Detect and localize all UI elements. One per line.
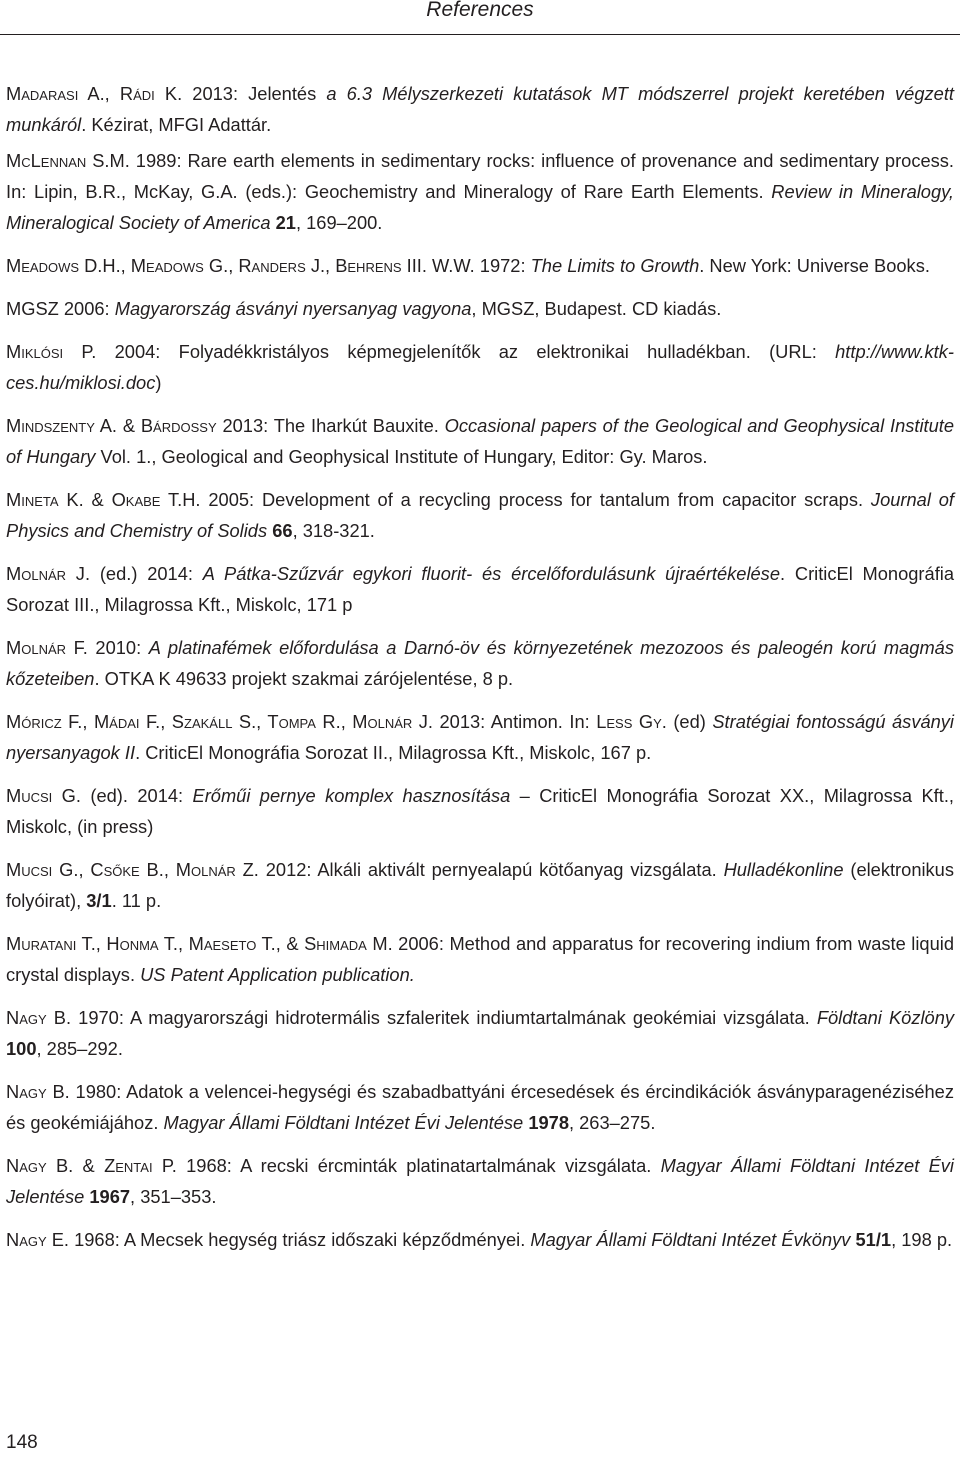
reference-entry bbox=[6, 484, 954, 546]
reference-text: , 318-321. bbox=[292, 520, 375, 541]
reference-authors: Less Gy. bbox=[596, 711, 667, 732]
reference-text: (ed.) 2014: bbox=[90, 563, 203, 584]
reference-text: (ed) bbox=[666, 711, 713, 732]
reference-volume: 100 bbox=[6, 1038, 37, 1059]
reference-volume: 3/1 bbox=[86, 890, 112, 911]
reference-title-italic: The Limits to Growth bbox=[530, 255, 700, 276]
reference-entry bbox=[6, 1002, 954, 1064]
reference-text: . Kézirat, MFGI Adattár. bbox=[81, 114, 272, 135]
reference-entry bbox=[6, 250, 954, 281]
reference-text: 1989: Rare earth elements in sedimentary rocks: influence of provenance and sedimentary process. In: Lipin, B.R., McKay, G.A. (eds.): Geochemistry and Mineralogy of Rare Earth Elements. bbox=[6, 150, 955, 202]
reference-text: , 351–353. bbox=[130, 1186, 217, 1207]
reference-text: ) bbox=[155, 372, 162, 393]
reference-authors: Molnár F. bbox=[6, 637, 88, 658]
reference-title-italic: Review in Mineralogy, Mineralogical Society of America bbox=[6, 181, 954, 233]
reference-title-italic: Földtani Közlöny bbox=[816, 1007, 955, 1028]
reference-authors: Mindszenty A. & Bárdossy bbox=[6, 415, 217, 436]
reference-text: 1972: bbox=[474, 255, 531, 276]
reference-text: – CriticEl Monográfia Sorozat XX., Milagrossa Kft., Miskolc, (in press) bbox=[6, 785, 954, 837]
reference-authors: Miklósi P. bbox=[6, 341, 97, 362]
reference-text: 1980: Adatok a velencei-hegységi és szabadbattyáni ércesedések és ércindikációk ásványparagenéziséhez és geokémiájához. bbox=[6, 1081, 954, 1133]
reference-entry bbox=[6, 145, 954, 238]
reference-title-italic: Magyar Állami Földtani Intézet Évkönyv bbox=[530, 1229, 851, 1250]
reference-entry bbox=[6, 293, 954, 324]
reference-authors: Mucsi G. bbox=[6, 785, 81, 806]
reference-authors: Nagy B. & Zentai P. bbox=[6, 1155, 177, 1176]
reference-entry bbox=[6, 410, 954, 472]
header-title: References bbox=[426, 0, 534, 21]
reference-text: , 198 p. bbox=[891, 1229, 953, 1250]
running-header bbox=[0, 0, 960, 35]
reference-entry bbox=[6, 1076, 954, 1138]
reference-title-italic: US Patent Application publication. bbox=[140, 964, 415, 985]
reference-entry bbox=[6, 78, 954, 140]
reference-title-italic: Occasional papers of the Geological and Geophysical Institute of Hungary bbox=[6, 415, 955, 467]
reference-entry bbox=[6, 1150, 954, 1212]
reference-entry bbox=[6, 1224, 954, 1255]
reference-volume: 21 bbox=[275, 212, 296, 233]
reference-authors: Meadows D.H., Meadows G., Randers J., Behrens III. W.W. bbox=[6, 255, 475, 276]
reference-text: (elektronikus folyóirat), bbox=[6, 859, 954, 911]
reference-title-italic: Magyar Állami Földtani Intézet Évi Jelentése bbox=[163, 1112, 524, 1133]
reference-entry bbox=[6, 558, 954, 620]
reference-volume: 1978 bbox=[528, 1112, 569, 1133]
reference-title-italic: Magyarország ásványi nyersanyag vagyona bbox=[114, 298, 472, 319]
reference-text: 2013: The Iharkút Bauxite. bbox=[216, 415, 445, 436]
reference-authors: Mineta K. & Okabe T.H. bbox=[6, 489, 201, 510]
reference-title-italic: a 6.3 Mélyszerkezeti kutatások MT módszerrel projekt keretében végzett munkáról bbox=[6, 83, 954, 135]
reference-title-italic: http://www.ktk-ces.hu/miklosi.doc bbox=[6, 341, 954, 393]
reference-authors: Nagy B. bbox=[6, 1007, 72, 1028]
reference-text: , MGSZ, Budapest. CD kiadás. bbox=[471, 298, 722, 319]
reference-authors: Nagy E. bbox=[6, 1229, 70, 1250]
reference-entry bbox=[6, 854, 954, 916]
reference-text: 2013: Antimon. In: bbox=[433, 711, 597, 732]
reference-text: . CriticEl Monográfia Sorozat III., Milagrossa Kft., Miskolc, 171 p bbox=[6, 563, 954, 615]
reference-text: 2004: Folyadékkristályos képmegjelenítők az elektronikai hulladékban. (URL: bbox=[96, 341, 836, 362]
reference-volume: 51/1 bbox=[855, 1229, 892, 1250]
reference-text: 2006: Method and apparatus for recovering indium from waste liquid crystal displays. bbox=[6, 933, 954, 985]
reference-authors: Molnár J. bbox=[6, 563, 91, 584]
reference-entry bbox=[6, 780, 954, 842]
page-number: 148 bbox=[6, 1432, 38, 1453]
reference-list bbox=[6, 78, 954, 1267]
reference-text: (ed). 2014: bbox=[80, 785, 193, 806]
reference-text: 2012: Alkáli aktivált pernyealapú kötőanyag vizsgálata. bbox=[258, 859, 724, 880]
reference-entry bbox=[6, 706, 954, 768]
reference-text: 1968: A Mecsek hegység triász időszaki képződményei. bbox=[69, 1229, 531, 1250]
reference-text: , 263–275. bbox=[568, 1112, 656, 1133]
reference-title-italic: A platinafémek előfordulása a Darnó-öv és környezetének mezozoos és paleogén korú magmás kőzeteiben bbox=[6, 637, 954, 689]
reference-text: , 285–292. bbox=[36, 1038, 123, 1059]
reference-text: . OTKA K 49633 projekt szakmai zárójelentése, 8 p. bbox=[94, 668, 514, 689]
reference-text: MGSZ 2006: bbox=[6, 298, 115, 319]
reference-entry bbox=[6, 632, 954, 694]
reference-title-italic: Stratégiai fontosságú ásványi nyersanyagok II bbox=[6, 711, 954, 763]
reference-text: 1970: A magyarországi hidrotermális szfaleritek indiumtartalmának geokémiai vizsgálata. bbox=[71, 1007, 817, 1028]
reference-title-italic: Journal of Physics and Chemistry of Solids bbox=[6, 489, 954, 541]
reference-entry bbox=[6, 336, 954, 398]
reference-authors: Móricz F., Mádai F., Szakáll S., Tompa R., Molnár J. bbox=[6, 711, 433, 732]
reference-authors: Mucsi G., Csőke B., Molnár Z. bbox=[6, 859, 259, 880]
reference-title-italic: Erőműi pernye komplex hasznosítása bbox=[192, 785, 511, 806]
reference-text: Vol. 1., Geological and Geophysical Institute of Hungary, Editor: Gy. Maros. bbox=[95, 446, 708, 467]
reference-text: . 11 p. bbox=[111, 890, 162, 911]
reference-text: 2010: bbox=[87, 637, 149, 658]
reference-text: . CriticEl Monográfia Sorozat II., Milagrossa Kft., Miskolc, 167 p. bbox=[135, 742, 652, 763]
reference-authors: Madarasi A., Rádi K. bbox=[6, 83, 183, 104]
reference-text: 2013: Jelentés bbox=[182, 83, 327, 104]
reference-text: 1968: A recski ércminták platinatartalmának vizsgálata. bbox=[176, 1155, 661, 1176]
reference-text: . New York: Universe Books. bbox=[699, 255, 930, 276]
reference-volume: 1967 bbox=[89, 1186, 131, 1207]
reference-title-italic: A Pátka-Szűzvár egykori fluorit- és ércelőfordulásunk újraértékelése bbox=[202, 563, 780, 584]
reference-authors: Nagy B. bbox=[6, 1081, 70, 1102]
reference-text: 2005: Development of a recycling process for tantalum from capacitor scraps. bbox=[200, 489, 871, 510]
reference-title-italic: Hulladékonline bbox=[723, 859, 844, 880]
reference-entry bbox=[6, 928, 954, 990]
reference-title-italic: Magyar Állami Földtani Intézet Évi Jelentése bbox=[6, 1155, 954, 1207]
reference-volume: 66 bbox=[272, 520, 293, 541]
reference-text: , 169–200. bbox=[295, 212, 383, 233]
reference-authors: Muratani T., Honma T., Maeseto T., & Shimada M. bbox=[6, 933, 393, 954]
reference-authors: McLennan S.M. bbox=[6, 150, 130, 171]
